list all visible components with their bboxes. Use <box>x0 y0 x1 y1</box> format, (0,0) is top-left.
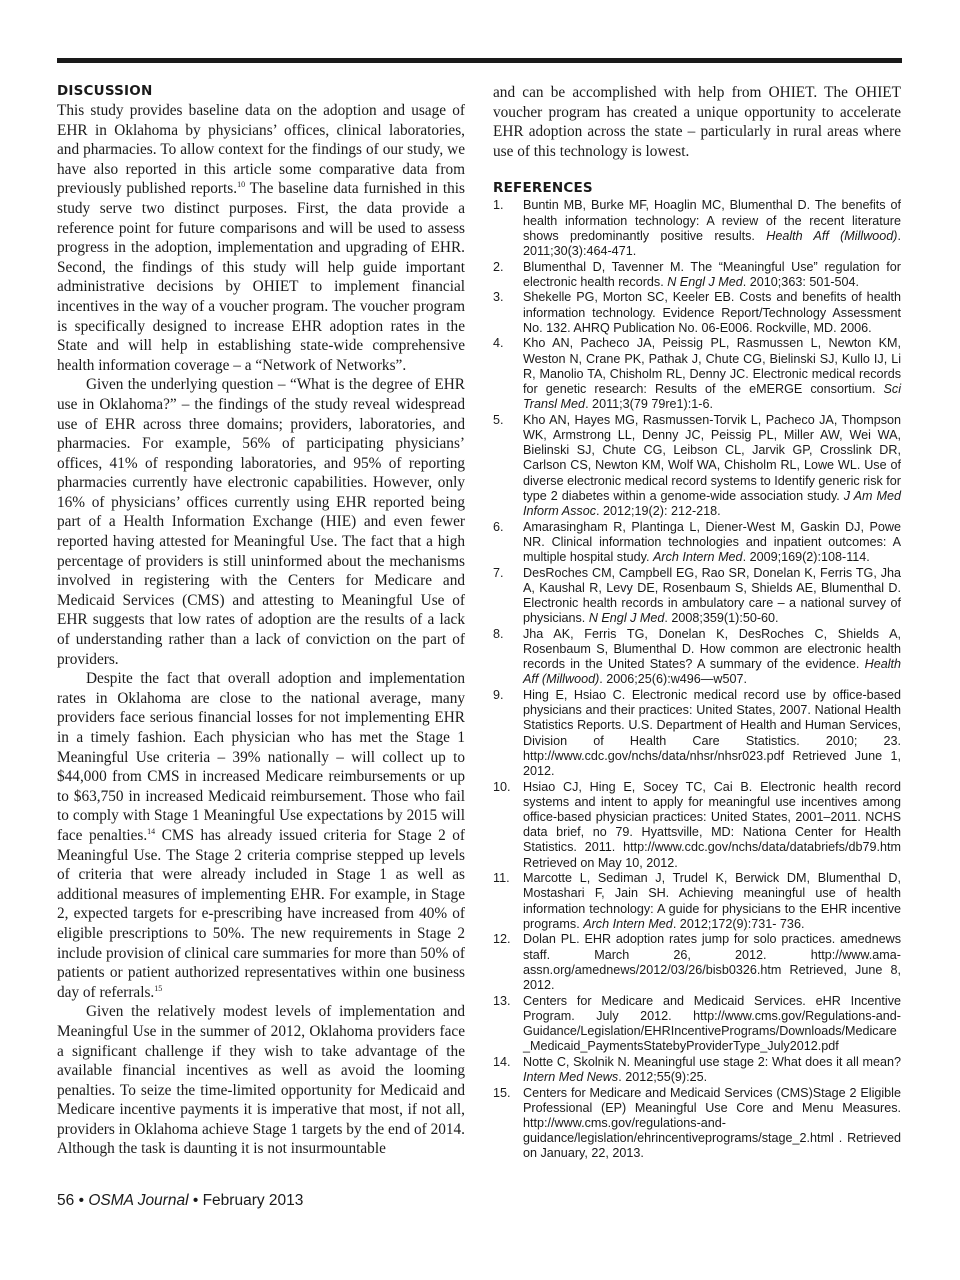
reference-number: 8. <box>493 626 504 641</box>
footer-separator: • <box>78 1192 84 1209</box>
text-run: . 2011;30(3):464-471. <box>523 228 901 258</box>
text-run: Buntin MB, Burke MF, Hoaglin MC, Blumenthal D. The benefits of health information technology: A review of the recent literature shows predominantly positive results. <box>523 198 901 243</box>
journal-name: OSMA Journal <box>88 1192 189 1209</box>
discussion-paragraph <box>57 375 465 669</box>
text-run: CMS has already issued criteria for Stage 2 of Meaningful Use. The Stage 2 criteria comprise stepped up levels of criteria that were already included in Stage 1 as well as additional measures of implementing EHR. For example, in Stage 2, expected targets for e-prescribing have increased from 40% of eligible prescriptions to 50%. The new requirements in Stage 2 include provision of clinical care summaries for more than 50% of patients or patient authorized representatives within one business day of referrals. <box>57 826 466 1001</box>
journal-title: Arch Intern Med <box>652 550 743 564</box>
footer-separator: • <box>192 1192 199 1209</box>
text-run: This study provides baseline data on the adoption and usage of EHR in Oklahoma by physicians’ offices, clinical laboratories, and pharmacies. To allow context for the findings of our study, we have also reported in this article some comparative data from previously published reports. <box>57 102 465 198</box>
journal-title: J Am Med Inform Assoc <box>523 488 901 518</box>
reference-item <box>493 932 901 993</box>
reference-item <box>493 780 901 871</box>
text-run: Amarasingham R, Plantinga L, Diener-West M, Gaskin DJ, Powe NR. Clinical information technologies and inpatient outcomes: A multiple hospital study. <box>523 519 901 564</box>
reference-text <box>523 1086 901 1162</box>
journal-title: N Engl J Med <box>588 611 665 626</box>
reference-item <box>493 336 901 412</box>
reference-text <box>523 688 901 779</box>
reference-text <box>523 413 901 519</box>
text-run: . 2012;55(9):25. <box>618 1070 708 1085</box>
reference-item <box>493 198 901 259</box>
reference-text <box>523 994 901 1055</box>
reference-text <box>523 1055 901 1085</box>
citation-superscript: 10 <box>237 180 246 190</box>
reference-item <box>493 566 901 627</box>
reference-text <box>523 932 901 993</box>
reference-text <box>523 260 901 290</box>
text-run: . 2012;172(9):731- 736. <box>672 916 805 931</box>
reference-number: 5. <box>493 412 504 427</box>
discussion-paragraph <box>57 1002 465 1159</box>
reference-text <box>523 627 901 688</box>
journal-title: Arch Intern Med <box>583 916 673 931</box>
text-run: Marcotte L, Sediman J, Trudel K, Berwick DM, Blumenthal D, Mostashari F, Jain SH. Achieving meaningful use of health information technology: A guide for physicians to the EHR incentive programs. <box>523 871 901 931</box>
journal-title: Sci Transl Med <box>523 381 901 412</box>
reference-item <box>493 260 901 290</box>
text-run: Hing E, Hsiao C. Electronic medical record use by office-based physicians and their practices: United States, 2007. National Health Statistics Reports. U.S. Department of Health and Human Services, Division of Health Care Statistics. 2010; 23. http://www.cdc.gov/nchs/data/nhsr/nhsr023.pdf Retrieved June 1, 2012. <box>523 688 901 779</box>
reference-number: 3. <box>493 290 504 305</box>
text-run: . 2008;359(1):50-60. <box>664 611 779 626</box>
reference-number: 1. <box>493 198 504 213</box>
reference-text <box>523 198 901 259</box>
text-run: Centers for Medicare and Medicaid Services (CMS)Stage 2 Eligible Professional (EP) Meaningful Use Core and Menu Measures. http://www.cms.gov/regulations-and-guidance/legislation/ehrincentiveprograms/stage_2.html . Retrieved on January, 22, 2013. <box>523 1085 901 1161</box>
text-run: Kho AN, Hayes MG, Rasmussen-Torvik L, Pacheco JA, Thompson WK, Armstrong LL, Denny JC, Peissig PL, Miller AW, Wei WA, Bielinski SJ, Chute CG, Leibson CL, Jarvik GP, Crosslink DR, Carlson CS, Newton KM, Wolf WA, Chisholm RL, Lowe WL. Use of diverse electronic medical record systems to Identify generic risk for type 2 diabetes within a genome-wide association study. <box>523 412 901 503</box>
text-run: . 2009;169(2):108-114. <box>742 550 870 564</box>
journal-title: Intern Med News <box>523 1070 619 1085</box>
text-run: . 2010;363: 501-504. <box>742 274 860 289</box>
reference-item <box>493 994 901 1055</box>
text-run: Jha AK, Ferris TG, Donelan K, DesRoches C, Shields A, Rosenbaum S, Blumenthal D. How common are electronic health records in the United States? A summary of the evidence. <box>523 626 901 672</box>
text-run: Blumenthal D, Tavenner M. The “Meaningful Use” regulation for electronic health records. <box>523 259 901 289</box>
page-footer <box>57 1191 303 1211</box>
reference-number: 9. <box>493 688 504 702</box>
reference-text <box>523 871 901 932</box>
text-run: Notte C, Skolnik N. Meaningful use stage 2: What does it all mean? <box>523 1054 901 1069</box>
text-run: Centers for Medicare and Medicaid Services. eHR Incentive Program. July 2012. http://www.cms.gov/Regulations-and-Guidance/Legislation/EHRIncentivePrograms/Downloads/Medicare_Medicaid_PaymentsStatebyProviderType_July2012.pdf <box>523 993 901 1054</box>
journal-title: Health Aff (Millwood) <box>523 657 901 687</box>
right-column <box>493 83 901 1162</box>
reference-number: 13. <box>493 993 511 1008</box>
reference-item <box>493 413 901 519</box>
reference-item <box>493 290 901 336</box>
reference-text <box>523 336 901 412</box>
left-column <box>57 83 465 1159</box>
reference-list <box>493 198 901 1161</box>
reference-text <box>523 520 901 566</box>
text-run: . 2012;19(2): 212-218. <box>596 504 721 518</box>
reference-number: 15. <box>493 1085 511 1100</box>
reference-number: 11. <box>493 871 510 886</box>
reference-number: 4. <box>493 336 504 351</box>
reference-number: 6. <box>493 519 504 534</box>
text-run: Given the relatively modest levels of implementation and Meaningful Use in the summer of 2012, Oklahoma providers face a significant challenge if they wish to take advantage of the available financial incentives as well as avoid the looming penalties. To seize the time-limited opportunity for Medicaid and Medicare incentive payments it is imperative that most, if not all, providers in Oklahoma achieve Stage 1 targets by the end of 2014. Although the task is daunting it is not insurmountable <box>57 1003 465 1158</box>
reference-item <box>493 520 901 566</box>
discussion-continuation: and can be accomplished with help from OHIET. The OHIET voucher program has created a unique opportunity to accelerate EHR adoption across the state – particularly in rural areas where use of this technology is lowest. <box>493 84 901 160</box>
reference-item <box>493 627 901 688</box>
issue-date: February 2013 <box>202 1192 304 1209</box>
text-run: Dolan PL. EHR adoption rates jump for solo practices. amednews staff. March 26, 2012. http://www.ama-assn.org/amednews/2012/03/26/bisb0326.htm Retrieved, June 8, 2012. <box>523 932 901 993</box>
discussion-paragraph <box>57 669 465 1002</box>
reference-text <box>523 290 901 336</box>
discussion-paragraph <box>57 101 465 375</box>
reference-item <box>493 871 901 932</box>
reference-item <box>493 1086 901 1162</box>
reference-number: 12. <box>493 932 511 947</box>
reference-number: 14. <box>493 1054 511 1069</box>
discussion-paragraphs <box>57 101 465 1159</box>
reference-number: 2. <box>493 259 504 274</box>
text-run: . 2011;3(79 79re1):1-6. <box>585 397 713 412</box>
text-run: Despite the fact that overall adoption and implementation rates in Oklahoma are close to the national average, many providers face serious financial losses for not implementing EHR in a timely fashion. Each physician who has met the Stage 1 Meaningful Use criteria – 39% nationally – will collect up to $44,000 from CMS in increased Medicare reimbursements or up to $63,750 in increased Medicaid reimbursement. Those who fail to comply with Stage 1 Meaningful Use expectations by 2015 will face penalties. <box>57 670 465 844</box>
citation-superscript: 14 <box>147 826 156 836</box>
text-run: Given the underlying question – “What is the degree of EHR use in Oklahoma?” – the findings of the study reveal widespread use of EHR across three domains; providers, laboratories, and pharmacies. For example, 56% of participating physicians’ offices, 41% of responding laboratories, and 95% of reporting pharmacies currently have electronic capabilities. However, only 16% of physicians’ offices currently using EHR reported being part of a Health Information Exchange (HIE) and even fewer reported having attested for Meaningful Use. The fact that a high percentage of providers is still uninformed about the mechanisms involved in registering with the Centers for Medicare and Medicaid Services (CMS) and attesting to Meaningful Use of EHR suggests that low rates of adoption are the results of a lack of understanding rather than a lack of conviction on the part of providers. <box>57 376 465 668</box>
reference-text <box>523 566 901 627</box>
reference-number: 7. <box>493 565 504 580</box>
journal-title: Health Aff (Millwood) <box>766 228 898 243</box>
discussion-heading: DISCUSSION <box>57 83 153 99</box>
reference-text <box>523 780 901 871</box>
journal-title: N Engl J Med <box>667 274 743 289</box>
text-run: . 2006;25(6):w496—w507. <box>599 672 747 687</box>
text-run: DesRoches CM, Campbell EG, Rao SR, Donelan K, Ferris TG, Jha A, Kaushal R, Levy DE, Rosenbaum S, Shields AE, Blumenthal D. Electronic health records in ambulatory care – a national survey of physicians. <box>523 565 901 626</box>
reference-number: 10. <box>493 779 511 794</box>
references-heading: REFERENCES <box>493 180 593 197</box>
text-run: The baseline data furnished in this study serve two distinct purposes. First, the data provide a reference point for future comparisons and will be used to assess progress in the adoption, implementation and upgrading of EHR. Second, the findings of this study will help guide important administrative decisions by OHIET to implement financial incentives in the way of a voucher program. The voucher program is specifically designed to increase EHR adoption rates in the State and will help in establishing state-wide comprehensive health information coverage – a “Network of Networks”. <box>57 180 465 374</box>
text-run: Hsiao CJ, Hing E, Socey TC, Cai B. Electronic health record systems and intent to apply for meaningful use incentives among office-based physician practices: United States, 2001–2011. NCHS data brief, no 79. Hyattsville, MD: Nationa Center for Health Statistics. 2011. http://www.cdc.gov/nchs/data/databriefs/db79.htm Retrieved on May 10, 2012. <box>523 779 901 870</box>
text-run: Shekelle PG, Morton SC, Keeler EB. Costs and benefits of health information technology. Evidence Report/Technology Assessment No. 132. AHRQ Publication No. 06-E006. Rockville, MD. 2006. <box>523 290 901 335</box>
page-number: 56 <box>57 1192 75 1209</box>
reference-item <box>493 1055 901 1085</box>
text-run: Kho AN, Pacheco JA, Peissig PL, Rasmussen L, Newton KM, Weston N, Crane PK, Pathak J, Chute CG, Bielinski SJ, Kullo IJ, Li R, Manolio TA, Chisholm RL, Denny JC. Electronic medical records for genetic research: Results of the eMERGE consortium. <box>523 336 901 396</box>
reference-item <box>493 688 901 779</box>
citation-superscript: 15 <box>154 983 163 993</box>
top-rule <box>57 58 902 63</box>
